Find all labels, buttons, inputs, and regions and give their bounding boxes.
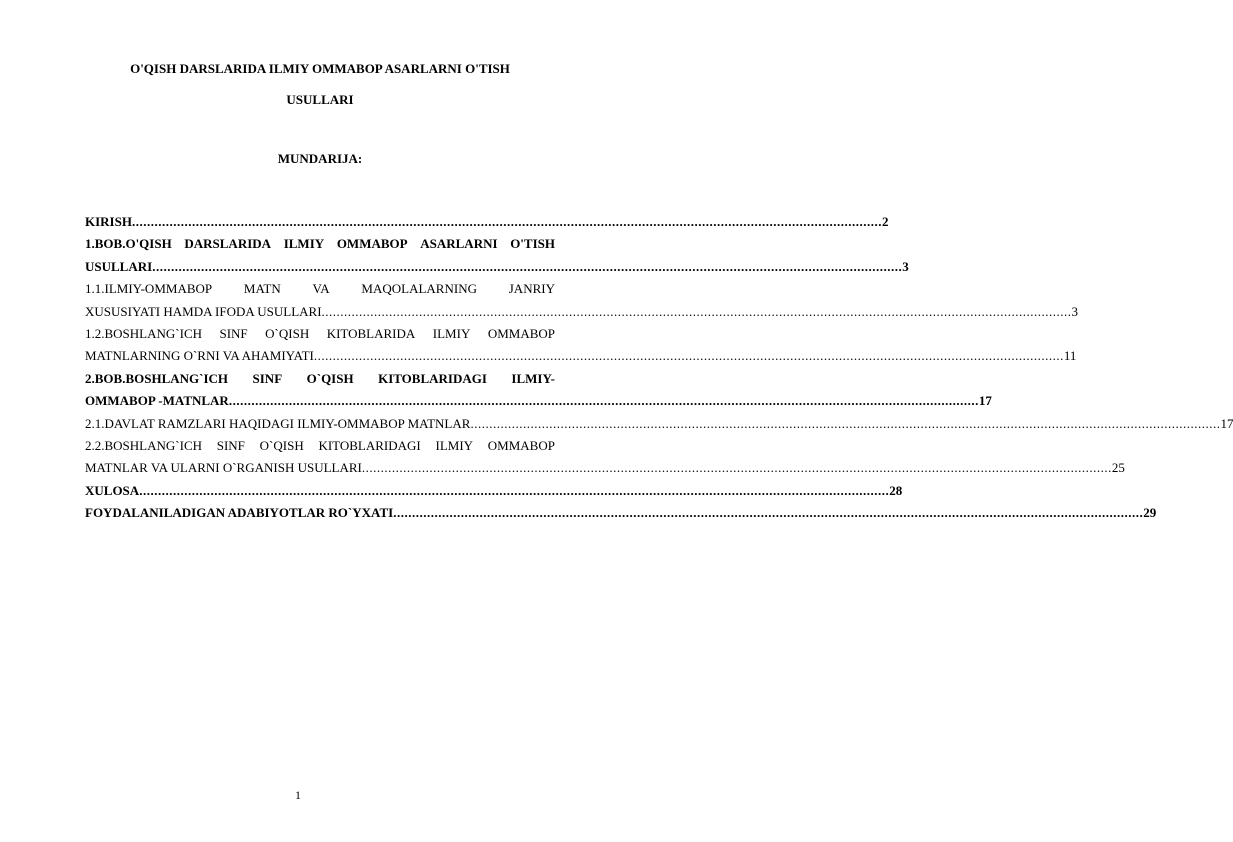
- dot-leader: ........................................................................................................................................................................................................: [313, 348, 1064, 364]
- toc-word: O`QISH: [265, 325, 310, 341]
- toc-entry-text: XULOSA: [85, 482, 140, 498]
- toc-page-number: 3: [1071, 303, 1079, 319]
- toc-page-number: 17: [1220, 415, 1233, 431]
- toc-word: 1.1.ILMIY-OMMABOP: [85, 281, 213, 297]
- toc-word: JANRIY: [508, 281, 555, 297]
- toc-word: O`QISH: [306, 370, 354, 386]
- toc-page-number: 17: [978, 393, 992, 409]
- toc-entry-text: OMMABOP -MATNLAR: [85, 393, 229, 409]
- toc-word: ASARLARNI: [420, 236, 498, 252]
- toc-word: ILMIY: [435, 437, 474, 453]
- toc-line: [85, 211, 889, 233]
- toc-entry-text: XUSUSIYATI HAMDA IFODA USULLARI: [85, 303, 322, 319]
- toc-entry-text: KIRISH: [85, 214, 132, 229]
- toc-line: [85, 301, 1079, 323]
- toc-word: KITOBLARIDAGI: [378, 370, 487, 386]
- toc-page-number: 3: [902, 258, 909, 274]
- toc-word: O'TISH: [510, 236, 555, 252]
- toc-entry: [85, 502, 1157, 524]
- toc-word: 1.2.BOSHLANG`ICH: [85, 325, 202, 341]
- toc-word: KITOBLARIDAGI: [318, 437, 421, 453]
- dot-leader: ........................................................................................................................................................................................................: [393, 505, 1144, 521]
- toc-page-number: 25: [1111, 460, 1125, 476]
- table-of-contents: [85, 211, 1233, 524]
- dot-leader: ........................................................................................................................................................................................................: [470, 415, 1221, 431]
- toc-entry: [85, 211, 889, 233]
- toc-line: [85, 233, 555, 255]
- toc-line: [85, 457, 1125, 479]
- toc-line: [85, 323, 555, 345]
- toc-word: 2.BOB.BOSHLANG`ICH: [85, 370, 229, 386]
- toc-word: OMMABOP: [487, 325, 555, 341]
- toc-word: 1.BOB.O'QISH: [85, 236, 172, 252]
- toc-line: [85, 345, 1077, 367]
- toc-entry-text: 2.1.DAVLAT RAMZLARI HAQIDAGI ILMIY-OMMABOP MATNLAR: [85, 415, 471, 431]
- toc-line: [85, 278, 555, 300]
- dot-leader: ........................................................................................................................................................................................................: [152, 258, 903, 274]
- toc-entry: [85, 480, 903, 502]
- toc-word: MATN: [243, 281, 281, 297]
- page-number: 1: [295, 788, 301, 802]
- dot-leader: ........................................................................................................................................................................................................: [361, 460, 1112, 476]
- toc-line: [85, 390, 992, 412]
- toc-line: [85, 502, 1157, 524]
- toc-word: ILMIY-: [511, 370, 555, 386]
- toc-entry-text: USULLARI: [85, 258, 153, 274]
- toc-word: MAQOLALARNING: [361, 281, 477, 297]
- toc-line: [85, 435, 555, 457]
- toc-entry: [85, 233, 909, 278]
- contents-heading: MUNDARIJA:: [277, 151, 363, 166]
- toc-word: SINF: [252, 370, 283, 386]
- toc-line: [85, 413, 1233, 435]
- toc-word: DARSLARIDA: [184, 236, 272, 252]
- document-title-line-1: O'QISH DARSLARIDA ILMIY OMMABOP ASARLARNI O'TISH: [130, 61, 510, 76]
- toc-word: KITOBLARIDA: [326, 325, 416, 341]
- dot-leader: ........................................................................................................................................................................................................: [321, 303, 1072, 319]
- toc-word: SINF: [219, 325, 248, 341]
- toc-word: SINF: [216, 437, 245, 453]
- toc-word: ILMIY: [283, 236, 325, 252]
- toc-word: OMMABOP: [336, 236, 408, 252]
- toc-entry-text: FOYDALANILADIGAN ADABIYOTLAR RO`YXATI: [85, 505, 394, 521]
- toc-word: ILMIY: [432, 325, 471, 341]
- toc-line: [85, 256, 909, 278]
- toc-word: VA: [312, 281, 330, 297]
- dot-leader: ........................................................................................................................................................................................................: [131, 214, 882, 229]
- toc-page-number: 2: [881, 214, 889, 229]
- toc-line: [85, 480, 903, 502]
- dot-leader: ........................................................................................................................................................................................................: [228, 393, 979, 409]
- toc-word: 2.2.BOSHLANG`ICH: [85, 437, 202, 453]
- toc-entry: [85, 323, 1077, 368]
- document-title-line-2: USULLARI: [286, 92, 354, 107]
- toc-entry: [85, 435, 1125, 480]
- dot-leader: ........................................................................................................................................................................................................: [139, 482, 890, 498]
- toc-page-number: 29: [1143, 505, 1157, 521]
- toc-entry-text: MATNLAR VA ULARNI O`RGANISH USULLARI: [85, 460, 362, 476]
- toc-page-number: 11: [1063, 348, 1077, 364]
- toc-word: OMMABOP: [487, 437, 555, 453]
- toc-line: [85, 368, 555, 390]
- toc-entry: [85, 278, 1079, 323]
- toc-entry: [85, 413, 1233, 435]
- toc-word: O`QISH: [259, 437, 304, 453]
- toc-page-number: 28: [889, 482, 903, 498]
- toc-entry-text: MATNLARNING O`RNI VA AHAMIYATI: [85, 348, 314, 364]
- toc-entry: [85, 368, 992, 413]
